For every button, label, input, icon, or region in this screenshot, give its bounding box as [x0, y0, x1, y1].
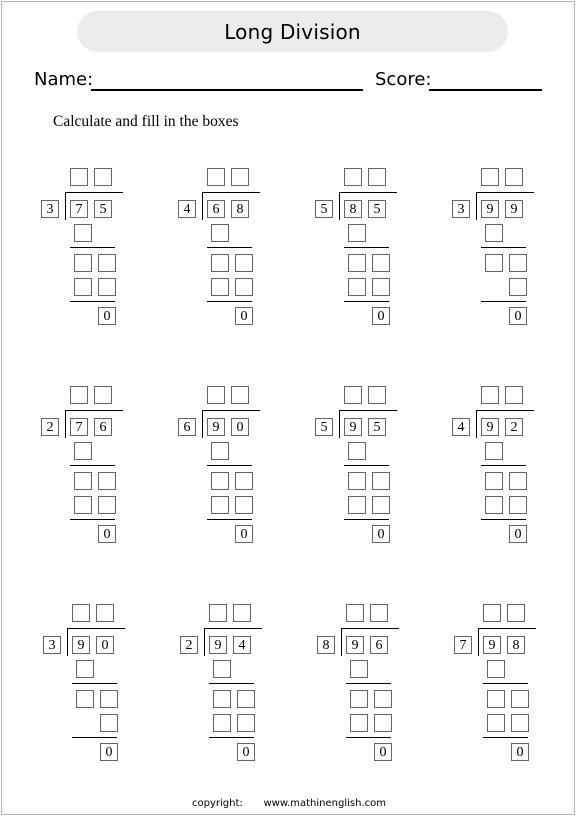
quotient-ones-box[interactable]	[233, 604, 251, 622]
step-subtract-1-box[interactable]	[74, 442, 92, 460]
dividend-ones-box: 9	[505, 200, 523, 218]
division-bracket-top	[65, 410, 123, 411]
quotient-tens-box[interactable]	[207, 386, 225, 404]
division-bracket-top	[202, 192, 260, 193]
remainder-box: 0	[509, 307, 527, 325]
subtraction-line	[483, 683, 528, 684]
quotient-ones-box[interactable]	[231, 386, 249, 404]
subtraction-line	[481, 519, 526, 520]
division-problem	[450, 604, 540, 764]
quotient-ones-box[interactable]	[231, 168, 249, 186]
remainder-box: 0	[372, 307, 390, 325]
step-bringdown-tens-box[interactable]	[74, 472, 92, 490]
dividend-ones-box: 8	[507, 636, 525, 654]
division-bracket-side	[202, 410, 203, 438]
quotient-tens-box[interactable]	[481, 168, 499, 186]
division-bracket-side	[476, 192, 477, 220]
dividend-ones-box: 0	[231, 418, 249, 436]
footer	[0, 798, 578, 809]
quotient-ones-box[interactable]	[505, 168, 523, 186]
subtraction-line	[346, 683, 391, 684]
dividend-tens-box: 9	[209, 636, 227, 654]
dividend-ones-box: 6	[370, 636, 388, 654]
subtraction-line	[70, 519, 115, 520]
name-field[interactable]	[91, 89, 363, 91]
step-subtract-1-box[interactable]	[487, 660, 505, 678]
quotient-ones-box[interactable]	[368, 168, 386, 186]
division-problem	[448, 168, 538, 328]
division-problem	[313, 604, 403, 764]
division-bracket-top	[476, 192, 534, 193]
step-subtract-1-box[interactable]	[350, 660, 368, 678]
dividend-tens-box: 9	[481, 418, 499, 436]
subtraction-line	[209, 683, 254, 684]
step-bringdown-tens-box[interactable]	[74, 254, 92, 272]
subtraction-line	[207, 465, 252, 466]
division-bracket-top	[339, 192, 397, 193]
dividend-ones-box: 8	[231, 200, 249, 218]
dividend-ones-box: 5	[368, 200, 386, 218]
step-bringdown-tens-box[interactable]	[213, 690, 231, 708]
remainder-box: 0	[374, 743, 392, 761]
step-bringdown-ones-box[interactable]	[235, 254, 253, 272]
division-bracket-side	[65, 410, 66, 438]
quotient-tens-box[interactable]	[209, 604, 227, 622]
remainder-box: 0	[509, 525, 527, 543]
dividend-ones-box: 0	[96, 636, 114, 654]
quotient-ones-box[interactable]	[368, 386, 386, 404]
divisor-box: 3	[452, 200, 470, 218]
subtraction-line	[207, 519, 252, 520]
step-subtract-2-tens-box[interactable]	[348, 496, 366, 514]
subtraction-line	[481, 465, 526, 466]
quotient-tens-box[interactable]	[70, 386, 88, 404]
step-subtract-2-ones-box[interactable]	[98, 278, 116, 296]
dividend-tens-box: 9	[483, 636, 501, 654]
step-bringdown-ones-box[interactable]	[237, 690, 255, 708]
division-problem	[37, 168, 127, 328]
step-subtract-2-tens-box[interactable]	[74, 496, 92, 514]
dividend-tens-box: 8	[344, 200, 362, 218]
step-bringdown-tens-box[interactable]	[485, 472, 503, 490]
step-subtract-1-box[interactable]	[348, 442, 366, 460]
remainder-box: 0	[100, 743, 118, 761]
step-subtract-1-box[interactable]	[348, 224, 366, 242]
quotient-tens-box[interactable]	[344, 168, 362, 186]
step-bringdown-tens-box[interactable]	[485, 254, 503, 272]
step-bringdown-tens-box[interactable]	[348, 472, 366, 490]
remainder-box: 0	[237, 743, 255, 761]
quotient-ones-box[interactable]	[505, 386, 523, 404]
quotient-tens-box[interactable]	[72, 604, 90, 622]
division-bracket-side	[476, 410, 477, 438]
subtraction-line	[70, 247, 115, 248]
step-bringdown-tens-box[interactable]	[487, 690, 505, 708]
divisor-box: 2	[180, 636, 198, 654]
step-bringdown-tens-box[interactable]	[76, 690, 94, 708]
division-bracket-side	[478, 628, 479, 656]
divisor-box: 4	[178, 200, 196, 218]
subtraction-line	[481, 301, 526, 302]
division-bracket-top	[202, 410, 260, 411]
quotient-tens-box[interactable]	[70, 168, 88, 186]
step-bringdown-ones-box[interactable]	[98, 472, 116, 490]
step-subtract-2-tens-box[interactable]	[350, 714, 368, 732]
division-bracket-top	[67, 628, 125, 629]
step-subtract-2-tens-box[interactable]	[487, 714, 505, 732]
subtraction-line	[70, 301, 115, 302]
divisor-box: 6	[178, 418, 196, 436]
step-subtract-2-tens-box[interactable]	[211, 496, 229, 514]
subtraction-line	[346, 737, 391, 738]
divisor-box: 4	[452, 418, 470, 436]
division-problem	[448, 386, 538, 546]
remainder-box: 0	[372, 525, 390, 543]
step-bringdown-ones-box[interactable]	[374, 690, 392, 708]
quotient-tens-box[interactable]	[346, 604, 364, 622]
subtraction-line	[344, 301, 389, 302]
dividend-tens-box: 6	[207, 200, 225, 218]
division-bracket-side	[67, 628, 68, 656]
subtraction-line	[72, 737, 117, 738]
dividend-tens-box: 7	[70, 200, 88, 218]
step-subtract-2-ones-box[interactable]	[509, 496, 527, 514]
divisor-box: 7	[454, 636, 472, 654]
dividend-tens-box: 9	[481, 200, 499, 218]
step-subtract-2-ones-box[interactable]	[511, 714, 529, 732]
division-problem	[39, 604, 129, 764]
step-subtract-2-ones-box[interactable]	[374, 714, 392, 732]
step-subtract-2-ones-box[interactable]	[509, 278, 527, 296]
subtraction-line	[72, 683, 117, 684]
copyright-label: copyright:	[192, 798, 243, 809]
step-subtract-1-box[interactable]	[211, 224, 229, 242]
step-subtract-2-tens-box[interactable]	[74, 278, 92, 296]
divisor-box: 5	[315, 200, 333, 218]
step-bringdown-ones-box[interactable]	[509, 254, 527, 272]
dividend-ones-box: 4	[233, 636, 251, 654]
step-subtract-2-ones-box[interactable]	[98, 496, 116, 514]
subtraction-line	[209, 737, 254, 738]
division-bracket-side	[202, 192, 203, 220]
quotient-tens-box[interactable]	[481, 386, 499, 404]
division-problem	[174, 386, 264, 546]
quotient-ones-box[interactable]	[94, 168, 112, 186]
remainder-box: 0	[235, 525, 253, 543]
step-subtract-2-ones-box[interactable]	[372, 496, 390, 514]
dividend-tens-box: 7	[70, 418, 88, 436]
division-bracket-side	[204, 628, 205, 656]
step-bringdown-ones-box[interactable]	[98, 254, 116, 272]
quotient-tens-box[interactable]	[483, 604, 501, 622]
divisor-box: 3	[41, 200, 59, 218]
subtraction-line	[207, 301, 252, 302]
remainder-box: 0	[235, 307, 253, 325]
step-bringdown-ones-box[interactable]	[372, 254, 390, 272]
division-bracket-side	[65, 192, 66, 220]
name-label: Name:	[34, 69, 94, 90]
step-bringdown-tens-box[interactable]	[211, 472, 229, 490]
division-problem	[311, 386, 401, 546]
page-title: Long Division	[77, 11, 508, 52]
divisor-box: 2	[41, 418, 59, 436]
divisor-box: 3	[43, 636, 61, 654]
dividend-tens-box: 9	[72, 636, 90, 654]
divisor-box: 8	[317, 636, 335, 654]
step-bringdown-tens-box[interactable]	[348, 254, 366, 272]
division-bracket-side	[339, 410, 340, 438]
remainder-box: 0	[98, 307, 116, 325]
score-label: Score:	[375, 69, 432, 90]
division-problem	[311, 168, 401, 328]
division-bracket-top	[65, 192, 123, 193]
division-bracket-top	[339, 410, 397, 411]
division-bracket-side	[339, 192, 340, 220]
subtraction-line	[483, 737, 528, 738]
step-subtract-2-tens-box[interactable]	[213, 714, 231, 732]
quotient-ones-box[interactable]	[507, 604, 525, 622]
subtraction-line	[70, 465, 115, 466]
subtraction-line	[344, 247, 389, 248]
dividend-ones-box: 5	[368, 418, 386, 436]
division-problem	[37, 386, 127, 546]
step-subtract-1-box[interactable]	[76, 660, 94, 678]
step-bringdown-ones-box[interactable]	[235, 472, 253, 490]
website-link[interactable]: www.mathinenglish.com	[263, 798, 386, 809]
step-bringdown-tens-box[interactable]	[350, 690, 368, 708]
division-bracket-top	[476, 410, 534, 411]
remainder-box: 0	[511, 743, 529, 761]
step-subtract-2-ones-box[interactable]	[235, 496, 253, 514]
step-subtract-2-tens-box[interactable]	[348, 278, 366, 296]
step-subtract-2-ones-box[interactable]	[372, 278, 390, 296]
dividend-ones-box: 6	[94, 418, 112, 436]
step-subtract-2-ones-box[interactable]	[237, 714, 255, 732]
step-subtract-1-box[interactable]	[485, 224, 503, 242]
quotient-ones-box[interactable]	[96, 604, 114, 622]
dividend-tens-box: 9	[346, 636, 364, 654]
step-subtract-1-box[interactable]	[211, 442, 229, 460]
step-bringdown-ones-box[interactable]	[372, 472, 390, 490]
step-subtract-2-tens-box[interactable]	[211, 278, 229, 296]
quotient-tens-box[interactable]	[207, 168, 225, 186]
step-subtract-2-ones-box[interactable]	[235, 278, 253, 296]
division-problem	[176, 604, 266, 764]
dividend-tens-box: 9	[207, 418, 225, 436]
dividend-ones-box: 2	[505, 418, 523, 436]
step-subtract-2-ones-box[interactable]	[100, 714, 118, 732]
division-problem	[174, 168, 264, 328]
quotient-ones-box[interactable]	[94, 386, 112, 404]
step-bringdown-ones-box[interactable]	[509, 472, 527, 490]
instructions: Calculate and fill in the boxes	[53, 113, 239, 130]
step-bringdown-ones-box[interactable]	[100, 690, 118, 708]
division-bracket-top	[204, 628, 262, 629]
quotient-ones-box[interactable]	[370, 604, 388, 622]
score-field[interactable]	[429, 89, 542, 91]
step-subtract-1-box[interactable]	[213, 660, 231, 678]
step-subtract-1-box[interactable]	[485, 442, 503, 460]
step-subtract-2-tens-box[interactable]	[485, 496, 503, 514]
divisor-box: 5	[315, 418, 333, 436]
subtraction-line	[344, 465, 389, 466]
remainder-box: 0	[98, 525, 116, 543]
subtraction-line	[344, 519, 389, 520]
step-bringdown-tens-box[interactable]	[211, 254, 229, 272]
step-bringdown-ones-box[interactable]	[511, 690, 529, 708]
step-subtract-1-box[interactable]	[74, 224, 92, 242]
subtraction-line	[207, 247, 252, 248]
division-bracket-side	[341, 628, 342, 656]
dividend-ones-box: 5	[94, 200, 112, 218]
division-bracket-top	[341, 628, 399, 629]
dividend-tens-box: 9	[344, 418, 362, 436]
division-bracket-top	[478, 628, 536, 629]
quotient-tens-box[interactable]	[344, 386, 362, 404]
subtraction-line	[481, 247, 526, 248]
